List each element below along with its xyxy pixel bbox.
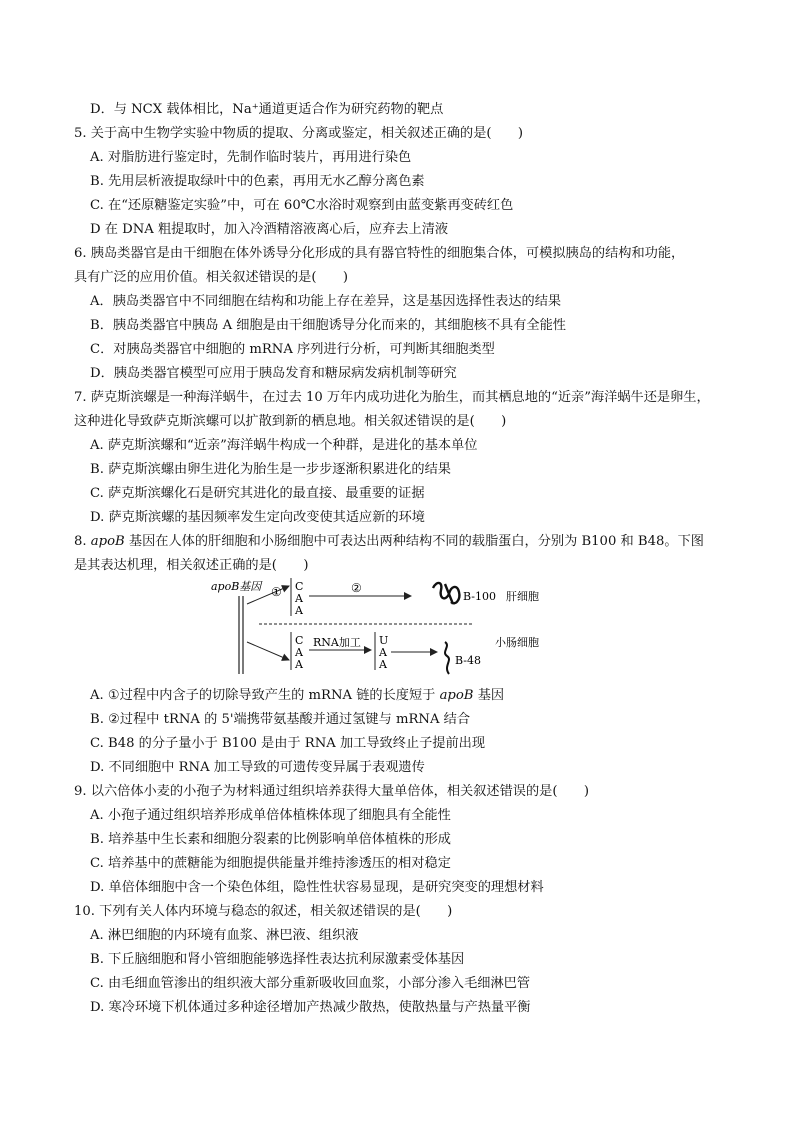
q10-option-c: C. 由毛细血管渗出的组织液大部分重新吸收回血浆，小部分渗入毛细淋巴管 [90, 976, 531, 991]
q9-option-b: B. 培养基中生长素和细胞分裂素的比例影响单倍体植株的形成 [90, 832, 451, 847]
b48-protein-icon [445, 642, 449, 674]
b48-label: B-48 [455, 654, 482, 667]
liver-codon-c: C [295, 580, 304, 593]
edited-codon-a2: A [379, 658, 387, 671]
apob-expression-diagram [205, 574, 565, 686]
q8-stem-number: 8. [74, 534, 91, 549]
q9-option-d: D. 单倍体细胞中含一个染色体组，隐性性状容易显现，是研究突变的理想材料 [90, 880, 544, 895]
liver-cell-label: 肝细胞 [506, 590, 539, 603]
q7-option-d: D. 萨克斯滨螺的基因频率发生定向改变使其适应新的环境 [90, 510, 425, 525]
q10-option-d: D. 寒冷环境下机体通过多种途径增加产热减少散热，使散热量与产热量平衡 [90, 1000, 531, 1015]
intestine-codon-c: C [295, 634, 304, 647]
q10-option-a: A. 淋巴细胞的内环境有血浆、淋巴液、组织液 [90, 928, 359, 943]
intestine-codon-a1: A [295, 646, 303, 659]
rna-processing-label: RNA加工 [313, 636, 361, 649]
q8-option-c: C. B48 的分子量小于 B100 是由于 RNA 加工导致终止子提前出现 [90, 736, 486, 751]
q6-option-b: B．胰岛类器官中胰岛 A 细胞是由干细胞诱导分化而来的，其细胞核不具有全能性 [90, 318, 566, 333]
q7-option-c: C. 萨克斯滨螺化石是研究其进化的最直接、最重要的证据 [90, 486, 425, 501]
q6-stem-line2: 具有广泛的应用价值。相关叙述错误的是( ) [74, 270, 349, 285]
q7-stem-line1: 7. 萨克斯滨螺是一种海洋蜗牛，在过去 10 万年内成功进化为胎生，而其栖息地的“近亲”海洋蜗牛还是卵生， [74, 390, 710, 405]
q8-option-a-post: 基因 [473, 688, 505, 703]
q5-option-b: B. 先用层析液提取绿叶中的色素，再用无水乙醇分离色素 [90, 174, 425, 189]
q9-option-c: C. 培养基中的蔗糖能为细胞提供能量并维持渗透压的相对稳定 [90, 856, 451, 871]
q7-option-a: A. 萨克斯滨螺和“近亲”海洋蜗牛构成一个种群，是进化的基本单位 [90, 438, 478, 453]
q8-stem-gene: apoB [90, 534, 125, 549]
q10-stem: 10. 下列有关人体内环境与稳态的叙述，相关叙述错误的是( ) [74, 904, 453, 919]
q5-option-c: C. 在“还原糖鉴定实验”中，可在 60℃水浴时观察到由蓝变紫再变砖红色 [90, 198, 514, 213]
q4-option-d: D．与 NCX 载体相比，Na⁺通道更适合作为研究药物的靶点 [90, 102, 444, 117]
liver-codon-a1: A [295, 592, 303, 605]
step1-label: ① [271, 585, 282, 599]
q10-option-b: B. 下丘脑细胞和肾小管细胞能够选择性表达抗利尿激素受体基因 [90, 952, 465, 967]
q6-option-a: A．胰岛类器官中不同细胞在结构和功能上存在差异，这是基因选择性表达的结果 [90, 294, 562, 309]
q7-stem-line2: 这种进化导致萨克斯滨螺可以扩散到新的栖息地。相关叙述错误的是( ) [74, 414, 507, 429]
q6-option-d: D．胰岛类器官模型可应用于胰岛发育和糖尿病发病机制等研究 [90, 366, 457, 381]
q5-stem: 5. 关于高中生物学实验中物质的提取、分离或鉴定，相关叙述正确的是( ) [74, 126, 524, 141]
q7-option-b: B. 萨克斯滨螺由卵生进化为胎生是一步步逐渐积累进化的结果 [90, 462, 451, 477]
diagram-gene-label: apoB基因 [211, 580, 262, 593]
q8-option-b: B. ②过程中 tRNA 的 5'端携带氨基酸并通过氢键与 mRNA 结合 [90, 712, 471, 727]
q8-option-a [90, 686, 504, 706]
edited-codon-u: U [379, 634, 389, 647]
q8-option-a-pre: A. ①过程中内含子的切除导致产生的 mRNA 链的长度短于 [90, 688, 440, 703]
transcription-arrow-intestine [247, 642, 289, 660]
q8-option-d: D. 不同细胞中 RNA 加工导致的可遗传变异属于表观遗传 [90, 760, 425, 775]
step2-label: ② [351, 581, 362, 595]
intestine-cell-label: 小肠细胞 [495, 636, 539, 649]
b100-protein-icon [433, 583, 459, 604]
q8-stem-line2: 是其表达机理，相关叙述正确的是( ) [74, 558, 309, 573]
q6-stem-line1: 6. 胰岛类器官是由干细胞在体外诱导分化形成的具有器官特性的细胞集合体，可模拟胰岛的结构和功能， [74, 246, 685, 261]
q8-option-a-gene: apoB [439, 688, 474, 703]
b100-label: B-100 [463, 590, 496, 603]
q8-stem-line1 [74, 532, 704, 552]
liver-codon-a2: A [295, 604, 303, 617]
q8-stem-rest: 基因在人体的肝细胞和小肠细胞中可表达出两种结构不同的载脂蛋白，分别为 B100 和 B48。下图 [124, 534, 704, 549]
q5-option-a: A. 对脂肪进行鉴定时，先制作临时装片，再用进行染色 [90, 150, 412, 165]
q9-stem: 9. 以六倍体小麦的小孢子为材料通过组织培养获得大量单倍体，相关叙述错误的是( ) [74, 784, 589, 799]
q9-option-a: A. 小孢子通过组织培养形成单倍体植株体现了细胞具有全能性 [90, 808, 451, 823]
q6-option-c: C．对胰岛类器官中细胞的 mRNA 序列进行分析，可判断其细胞类型 [90, 342, 495, 357]
edited-codon-a1: A [379, 646, 387, 659]
q5-option-d: D 在 DNA 粗提取时，加入冷酒精溶液离心后，应弃去上清液 [90, 222, 449, 237]
intestine-codon-a2: A [295, 658, 303, 671]
